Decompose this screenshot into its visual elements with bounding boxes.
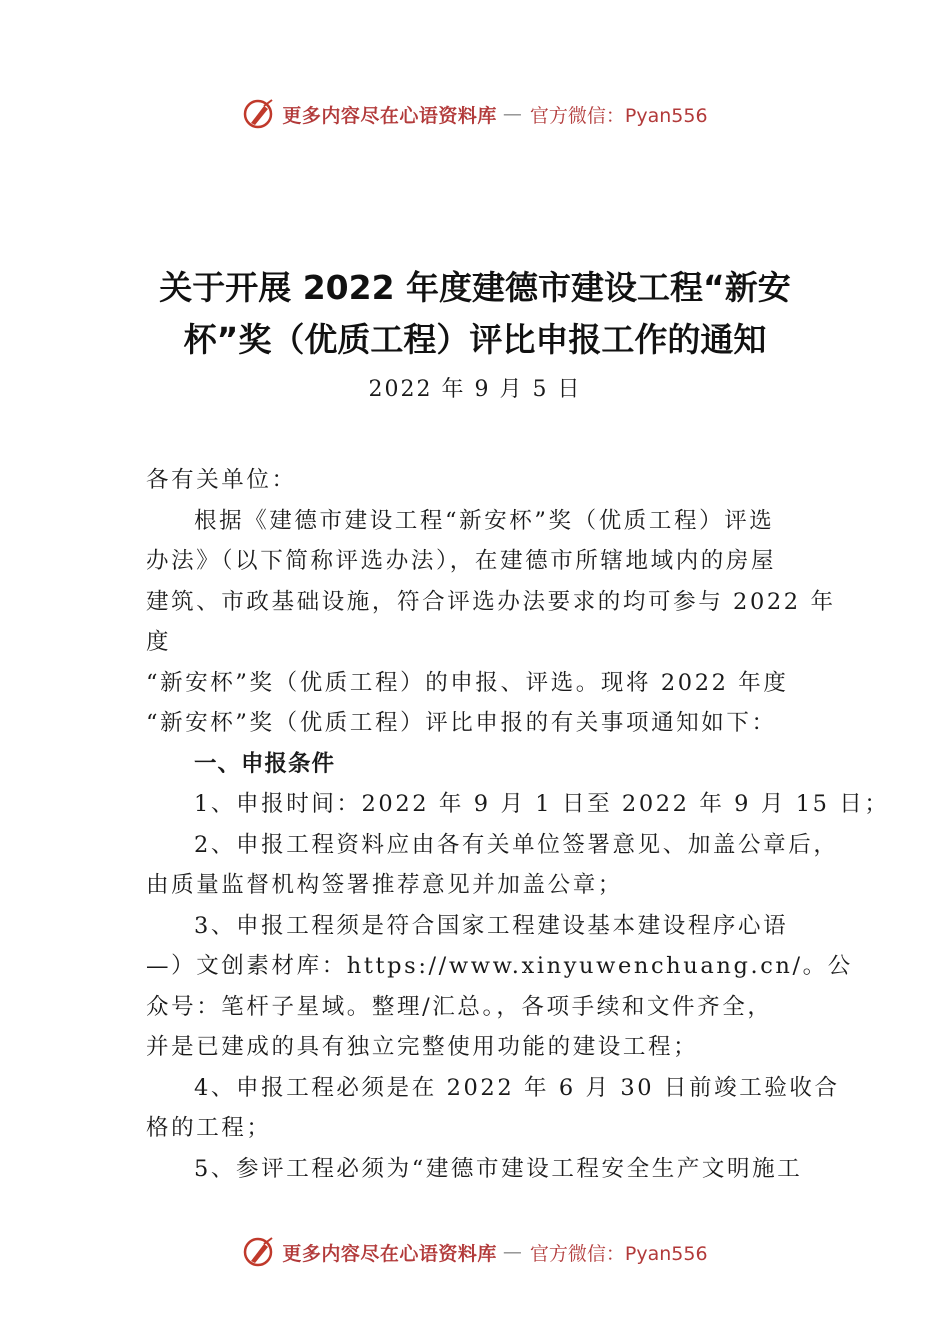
section-heading: 一、申报条件 — [194, 750, 336, 777]
paragraph-line: “新安杯”奖（优质工程）的申报、评选。现将 2022 年度 — [146, 669, 789, 696]
list-item: 5、参评工程必须为“建德市建设工程安全生产文明施工 — [194, 1155, 803, 1182]
paragraph-line: 建筑、市政基础设施，符合评选办法要求的均可参与 2022 年 — [146, 588, 836, 615]
list-item: 4、申报工程必须是在 2022 年 6 月 30 日前竣工验收合 — [194, 1074, 840, 1101]
paragraph-line: 格的工程； — [146, 1115, 272, 1141]
paragraph-line: 办法》（以下简称评选办法），在建德市所辖地域内的房屋 — [146, 548, 777, 574]
footer-banner — [0, 1232, 950, 1272]
footer-banner-inner — [242, 1235, 707, 1269]
banner-wechat: 官方微信：Pyan556 — [529, 1242, 708, 1265]
list-item: 2、申报工程资料应由各有关单位签署意见、加盖公章后， — [194, 831, 839, 858]
header-banner-inner — [242, 97, 707, 131]
paragraph-line: 众号：笔杆子星域。整理/汇总。，各项手续和文件齐全， — [146, 993, 773, 1020]
paragraph-line: —）文创素材库：https://www.xinyuwenchuang.cn/。公 — [146, 953, 853, 979]
quill-logo-icon — [242, 97, 276, 131]
title-line-1: 关于开展 2022 年度建德市建设工程“新安 — [159, 268, 791, 307]
banner-separator: — — [502, 1241, 524, 1263]
paragraph-line: 根据《建德市建设工程“新安杯”奖（优质工程）评选 — [194, 507, 775, 534]
paragraph-line: 并是已建成的具有独立完整使用功能的建设工程； — [146, 1034, 699, 1060]
paragraph-line: “新安杯”奖（优质工程）评比申报的有关事项通知如下： — [146, 710, 777, 736]
document-title — [120, 262, 830, 366]
banner-text: 更多内容尽在心语资料库 — [282, 1242, 497, 1265]
title-line-2: 杯”奖（优质工程）评比申报工作的通知 — [183, 320, 767, 359]
list-item: 1、申报时间：2022 年 9 月 1 日至 2022 年 9 月 15 日； — [194, 791, 890, 817]
header-banner — [0, 94, 950, 134]
banner-wechat: 官方微信：Pyan556 — [529, 104, 708, 127]
quill-logo-icon — [242, 1235, 276, 1269]
banner-separator: — — [502, 103, 524, 125]
salutation: 各有关单位： — [146, 467, 297, 493]
list-item: 3、申报工程须是符合国家工程建设基本建设程序心语 — [194, 912, 789, 939]
banner-text: 更多内容尽在心语资料库 — [282, 104, 497, 127]
document-body — [146, 460, 890, 1189]
paragraph-line: 由质量监督机构签署推荐意见并加盖公章； — [146, 872, 623, 898]
document-date: 2022 年 9 月 5 日 — [368, 377, 582, 402]
paragraph-line: 度 — [146, 629, 172, 655]
